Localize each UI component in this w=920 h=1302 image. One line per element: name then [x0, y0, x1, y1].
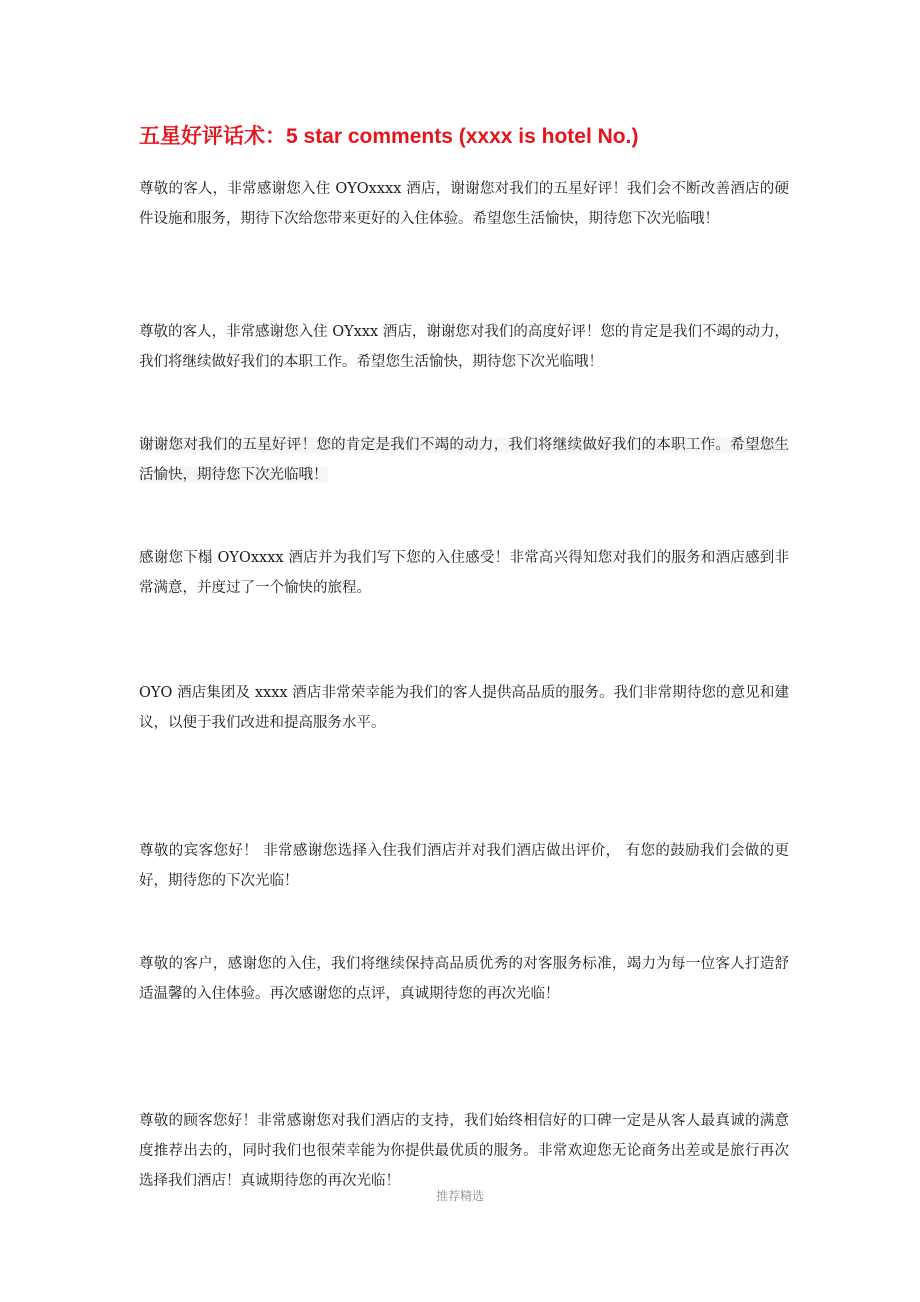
comment-paragraph-5: OYO 酒店集团及 xxxx 酒店非常荣幸能为我们的客人提供高品质的服务。我们非常期待您的意见和建议，以便于我们改进和提高服务水平。: [139, 685, 789, 731]
document-title: 五星好评话术：5 star comments (xxxx is hotel No.): [139, 125, 639, 148]
comment-paragraph-3: [139, 430, 789, 490]
page-footer: 推荐精选: [435, 1189, 484, 1203]
comment-paragraph-4: 感谢您下榻 OYOxxxx 酒店并为我们写下您的入住感受！非常高兴得知您对我们的服务和酒店感到非常满意，并度过了一个愉快的旅程。: [139, 550, 789, 596]
comment-paragraph-6: 尊敬的宾客您好！ 非常感谢您选择入住我们酒店并对我们酒店做出评价， 有您的鼓励我们会做的更好，期待您的下次光临！: [139, 843, 789, 889]
comment-paragraph-1: 尊敬的客人，非常感谢您入住 OYOxxxx 酒店，谢谢您对我们的五星好评！我们会不断改善酒店的硬件设施和服务，期待下次给您带来更好的入住体验。希望您生活愉快，期待您下次光临哦！: [139, 181, 789, 227]
comment-paragraph-2: 尊敬的客人，非常感谢您入住 OYxxx 酒店，谢谢您对我们的高度好评！您的肯定是我们不竭的动力，我们将继续做好我们的本职工作。希望您生活愉快，期待您下次光临哦！: [139, 324, 789, 370]
comment-paragraph-7: 尊敬的客户，感谢您的入住，我们将继续保持高品质优秀的对客服务标准，竭力为每一位客人打造舒适温馨的入住体验。再次感谢您的点评，真诚期待您的再次光临！: [139, 956, 789, 1002]
comment-paragraph-3-text: 谢谢您对我们的五星好评！您的肯定是我们不竭的动力，我们将继续做好我们的本职工作。希望您生活愉快，期待您下次光临哦！: [139, 437, 789, 483]
comment-paragraph-8: 尊敬的顾客您好！非常感谢您对我们酒店的支持，我们始终相信好的口碑一定是从客人最真诚的满意度推荐出去的，同时我们也很荣幸能为你提供最优质的服务。非常欢迎您无论商务出差或是旅行再次选择我们酒店！真诚期待您的再次光临！: [139, 1113, 789, 1189]
